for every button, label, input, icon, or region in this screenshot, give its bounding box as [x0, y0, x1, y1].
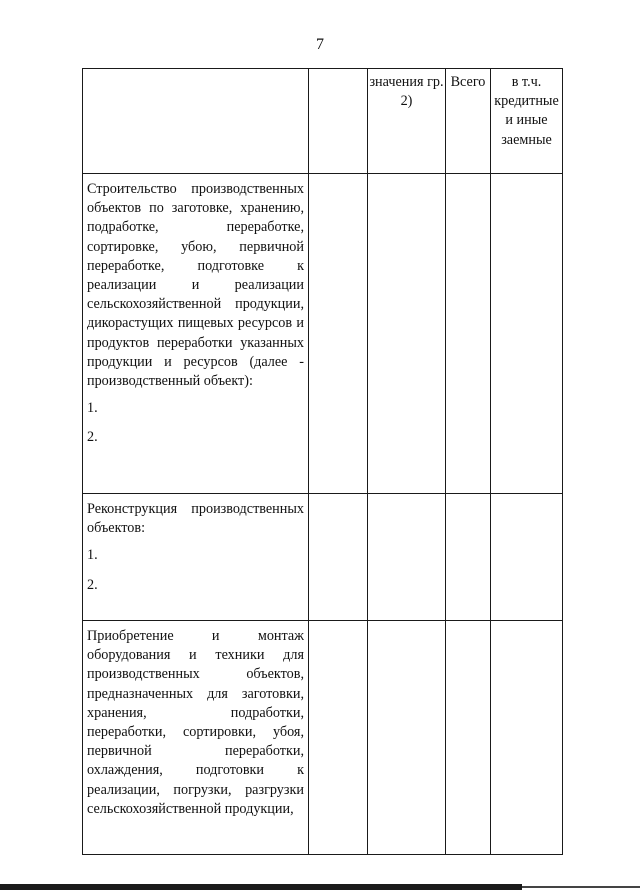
- list-item: 1.: [87, 400, 98, 417]
- table-cell: [491, 174, 563, 494]
- list-item: 2.: [87, 576, 98, 593]
- scan-edge-bar: [0, 884, 522, 890]
- row-description-cell: [83, 174, 309, 494]
- header-cell-credit: в т.ч. кредитные и иные заемные: [491, 69, 563, 174]
- header-cell-value-note: значения гр. 2): [368, 69, 446, 174]
- investment-table: [82, 68, 563, 855]
- table-row: [83, 174, 563, 494]
- header-cell-blank: [309, 69, 368, 174]
- row-description: Реконструкция производственных объектов:: [87, 501, 304, 537]
- list-item: 1.: [87, 547, 98, 564]
- scan-edge-line: [522, 886, 640, 888]
- row-description-cell: [83, 494, 309, 621]
- row-description-cell: [83, 621, 309, 855]
- table-header-row: [83, 69, 563, 174]
- table-row: [83, 494, 563, 621]
- table-cell: [368, 494, 446, 621]
- table-cell: [446, 174, 491, 494]
- row-description: Приобретение и монтаж оборудования и техники для производственных объектов, предназначенных для заготовки, хранения, подработки, переработки, сортировки, убоя, первичной переработки, охлаждения, подготовки к реализации, погрузки, разгрузки сельскохозяйственной продукции,: [87, 628, 304, 817]
- list-item: 2.: [87, 429, 98, 446]
- table-cell: [309, 174, 368, 494]
- row-description: Строительство производственных объектов по заготовке, хранению, подработке, переработке, сортировке, убою, первичной переработке, подготовке к реализации и реализации сельскохозяйственной продукции, дикорастущих пищевых ресурсов и продуктов переработки указанных продукции и ресурсов (далее - производственный объект):: [87, 181, 304, 390]
- table-row: [83, 621, 563, 855]
- table-cell: [309, 621, 368, 855]
- table-cell: [491, 494, 563, 621]
- table-cell: [309, 494, 368, 621]
- table-cell: [368, 174, 446, 494]
- header-cell-total: Всего: [446, 69, 491, 174]
- page-number: 7: [316, 36, 324, 53]
- table-cell: [491, 621, 563, 855]
- table-cell: [446, 621, 491, 855]
- table-cell: [446, 494, 491, 621]
- table-cell: [368, 621, 446, 855]
- header-cell-name: [83, 69, 309, 174]
